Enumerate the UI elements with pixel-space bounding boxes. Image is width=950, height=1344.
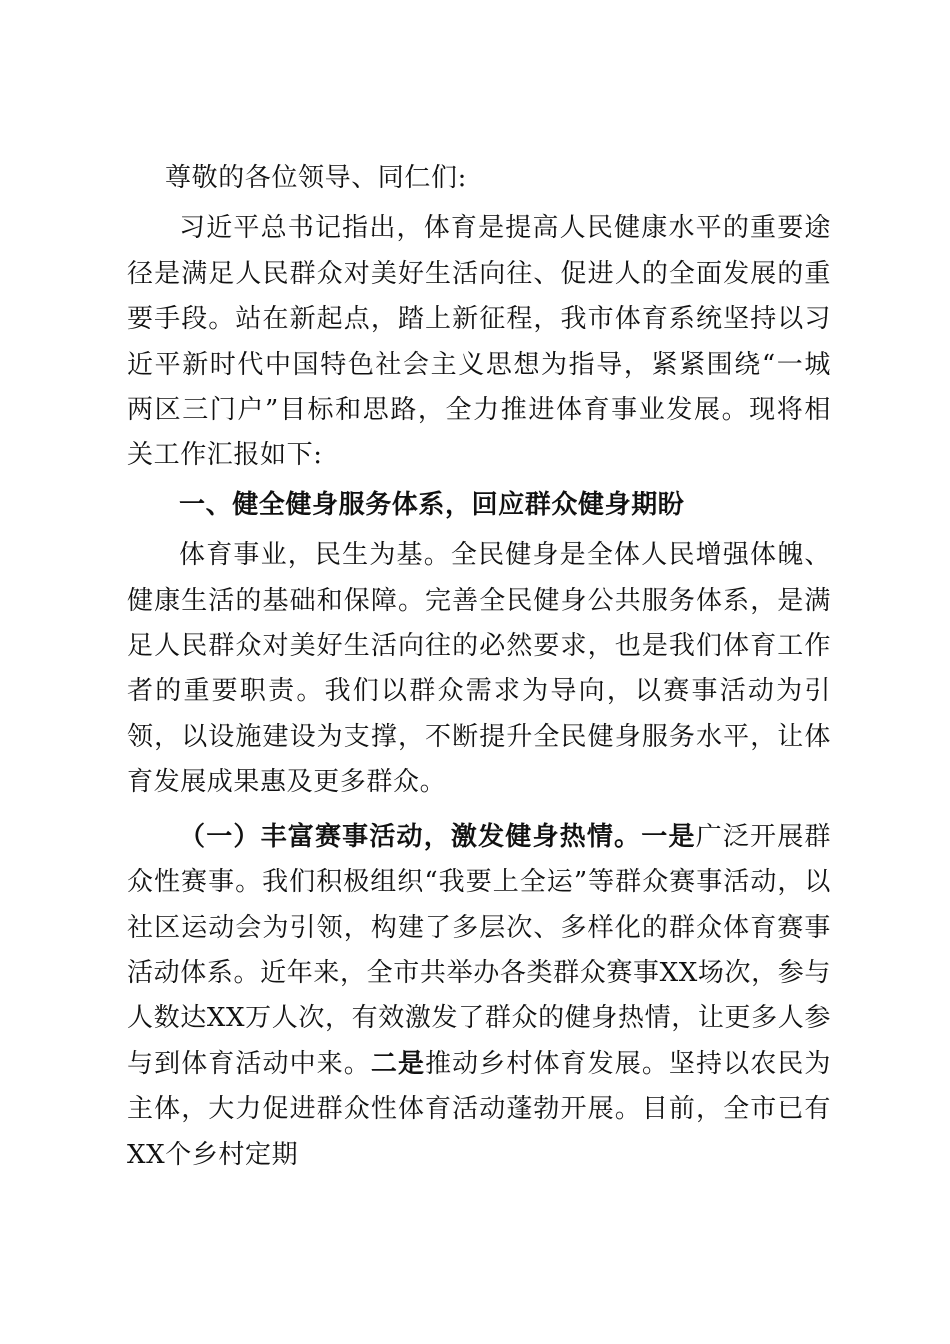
intro-paragraph: 习近平总书记指出，体育是提高人民健康水平的重要途径是满足人民群众对美好生活向往、促进人的全面发展的重要手段。站在新起点，踏上新征程，我市体育系统坚持以习近平新时代中国特色社会主义思想为指导，紧紧围绕“一城两区三门户”目标和思路，全力推进体育事业发展。现将相关工作汇报如下: — [127, 213, 831, 471]
section-paragraph: 体育事业，民生为基。全民健身是全体人民增强体魄、健康生活的基础和保障。完善全民健身公共服务体系，是满足人民群众对美好生活向往的必然要求，也是我们体育工作者的重要职责。我们以群众需求为导向，以赛事活动为引领，以设施建设为支撑，不断提升全民健身服务水平，让体育发展成果惠及更多群众。 — [127, 540, 831, 798]
point-two-label: 二是 — [370, 1048, 426, 1079]
subsection-heading: （一）丰富赛事活动，激发健身热情。 — [179, 821, 642, 852]
point-one-text: 广泛开展群众性赛事。我们积极组织“我要上全运”等群众赛事活动，以社区运动会为引领，构建了多层次、多样化的群众体育赛事活动体系。近年来，全市共举办各类群众赛事XX场次，参与人数达XX万人次，有效激发了群众的健身热情，让更多人参与到体育活动中来。 — [127, 821, 832, 1079]
point-two-text: 推动乡村体育发展。坚持以农民为主体，大力促进群众性体育活动蓬勃开展。目前，全市已有XX个乡村定期 — [127, 1048, 831, 1170]
section-heading: 一、健全健身服务体系，回应群众健身期盼 — [179, 489, 685, 520]
greeting: 尊敬的各位领导、同仁们: — [165, 163, 467, 193]
subsection-paragraph — [127, 815, 831, 1178]
document-body — [127, 156, 831, 1178]
point-one-label: 一是 — [641, 821, 696, 852]
